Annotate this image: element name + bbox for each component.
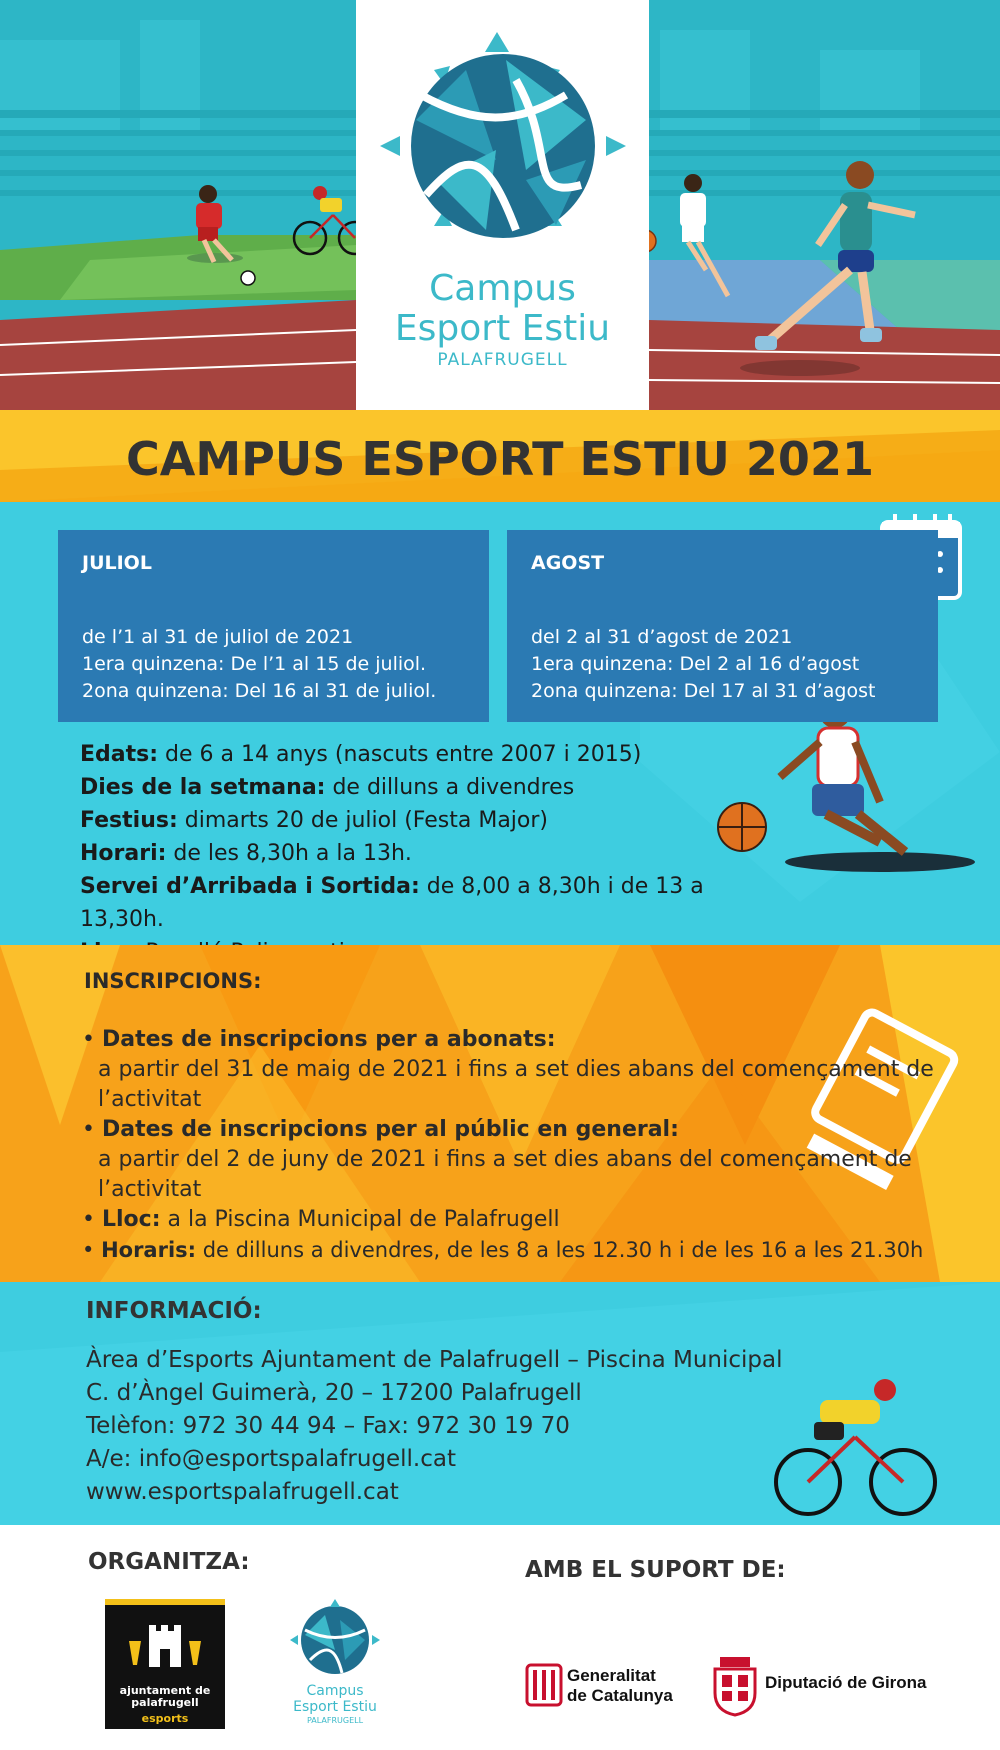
contact-street-line: C. d’Àngel Guimerà, 20 – 17200 Palafrugell (86, 1380, 582, 1406)
bullet: • (82, 1207, 102, 1232)
informacio-heading: INFORMACIÓ: (86, 1298, 262, 1324)
august-lines (531, 624, 926, 705)
ajuntament-text: esports (141, 1712, 189, 1725)
small-logo-word: PALAFRUGELL (306, 1716, 364, 1725)
july-line: 1era quinzena: De l’1 al 15 de juliol. (82, 653, 427, 675)
diputacio-emblem-icon (712, 1657, 758, 1715)
detail-label: Servei d’Arribada i Sortida: (80, 874, 420, 899)
ajuntament-text: palafrugell (131, 1696, 199, 1709)
inscripcio-value: a la Piscina Municipal de Palafrugell (160, 1207, 560, 1232)
inscripcio-label: Lloc: (101, 1207, 161, 1232)
inscripcio-detail: a partir del 31 de maig de 2021 i fins a set dies abans del començament de l’activitat (98, 1057, 934, 1112)
generalitat-line: de Catalunya (567, 1686, 673, 1705)
august-heading: AGOST (531, 552, 605, 574)
inscripcio-item (82, 1235, 962, 1265)
organitza-heading: ORGANITZA: (88, 1549, 250, 1575)
july-box (58, 530, 489, 722)
small-logo-word: Campus (306, 1683, 364, 1699)
bullet: • (82, 1117, 102, 1142)
title-band (0, 410, 1000, 502)
detail-value: de 6 a 14 anys (nascuts entre 2007 i 2015) (158, 742, 642, 767)
campus-logo-panel (356, 0, 649, 410)
detail-value: de 8,00 a 8,30h i de 13 a 13,30h. (80, 874, 704, 932)
july-line: de l’1 al 31 de juliol de 2021 (82, 626, 354, 648)
detail-value: de les 8,30h a la 13h. (166, 841, 412, 866)
diputacio-label: Diputació de Girona (765, 1673, 927, 1692)
inscripcio-item (82, 1115, 962, 1145)
july-lines (82, 624, 477, 705)
logo-word-palafrugell: PALAFRUGELL (437, 350, 568, 370)
campus-logo-icon (356, 0, 649, 260)
inscripcio-value: de dilluns a divendres, de les 8 a les 12.30 h i de les 16 a les 21.30h (196, 1238, 924, 1262)
detail-label: Dies de la setmana: (80, 775, 326, 800)
detail-row (80, 771, 780, 804)
detail-value: dimarts 20 de juliol (Festa Major) (177, 808, 548, 833)
detail-row (80, 738, 780, 771)
footer (0, 1525, 1000, 1750)
castle-icon (105, 1605, 225, 1685)
august-box (507, 530, 938, 722)
inscripcio-item (82, 1025, 962, 1055)
details-list (80, 738, 780, 969)
ajuntament-text: ajuntament de (119, 1684, 211, 1697)
detail-value: de dilluns a divendres (325, 775, 575, 800)
inscripcio-label: Dates de inscripcions per a abonats: (101, 1027, 556, 1052)
august-line: 1era quinzena: Del 2 al 16 d’agost (531, 653, 860, 675)
detail-row (80, 837, 780, 870)
generalitat-emblem-icon (527, 1665, 561, 1705)
contact-email-line: A/e: info@esportspalafrugell.cat (86, 1446, 456, 1472)
july-heading: JULIOL (82, 552, 152, 574)
bullet: • (82, 1027, 102, 1052)
page-title: CAMPUS ESPORT ESTIU 2021 (126, 432, 874, 486)
inscripcio-label: Dates de inscripcions per al públic en general: (101, 1117, 679, 1142)
detail-row (80, 870, 780, 936)
august-line: del 2 al 31 d’agost de 2021 (531, 626, 793, 648)
contact-website-line: www.esportspalafrugell.cat (86, 1479, 399, 1505)
dates-section (0, 502, 1000, 945)
august-line: 2ona quinzena: Del 17 al 31 d’agost (531, 680, 876, 702)
inscripcions-list (82, 1025, 962, 1265)
logo-word-campus: Campus (429, 268, 576, 309)
july-line: 2ona quinzena: Del 16 al 31 de juliol. (82, 680, 437, 702)
inscripcions-heading: INSCRIPCIONS: (84, 969, 262, 993)
informacio-section (0, 1282, 1000, 1525)
detail-label: Festius: (80, 808, 178, 833)
inscripcions-section (0, 945, 1000, 1282)
inscripcio-item (82, 1205, 962, 1235)
contact-phone-line: Telèfon: 972 30 44 94 – Fax: 972 30 19 70 (86, 1413, 570, 1439)
inscripcio-label: Horaris: (101, 1238, 197, 1262)
hero-banner (0, 0, 1000, 410)
small-logo-word: Esport Estiu (293, 1699, 377, 1715)
detail-row (80, 804, 780, 837)
logo-word-esport-estiu: Esport Estiu (394, 308, 611, 349)
suport-heading: AMB EL SUPORT DE: (525, 1557, 786, 1583)
detail-label: Edats: (80, 742, 159, 767)
campus-small-logo-icon (280, 1595, 390, 1685)
ajuntament-logo (105, 1599, 225, 1729)
detail-label: Horari: (80, 841, 167, 866)
inscripcio-detail: a partir del 2 de juny de 2021 i fins a set dies abans del començament de l’activitat (98, 1147, 912, 1202)
bullet: • (82, 1238, 102, 1262)
contact-block (86, 1344, 782, 1509)
generalitat-line: Generalitat (567, 1666, 656, 1685)
generalitat-label (567, 1666, 673, 1706)
contact-address-line: Àrea d’Esports Ajuntament de Palafrugell – Piscina Municipal (86, 1347, 783, 1373)
